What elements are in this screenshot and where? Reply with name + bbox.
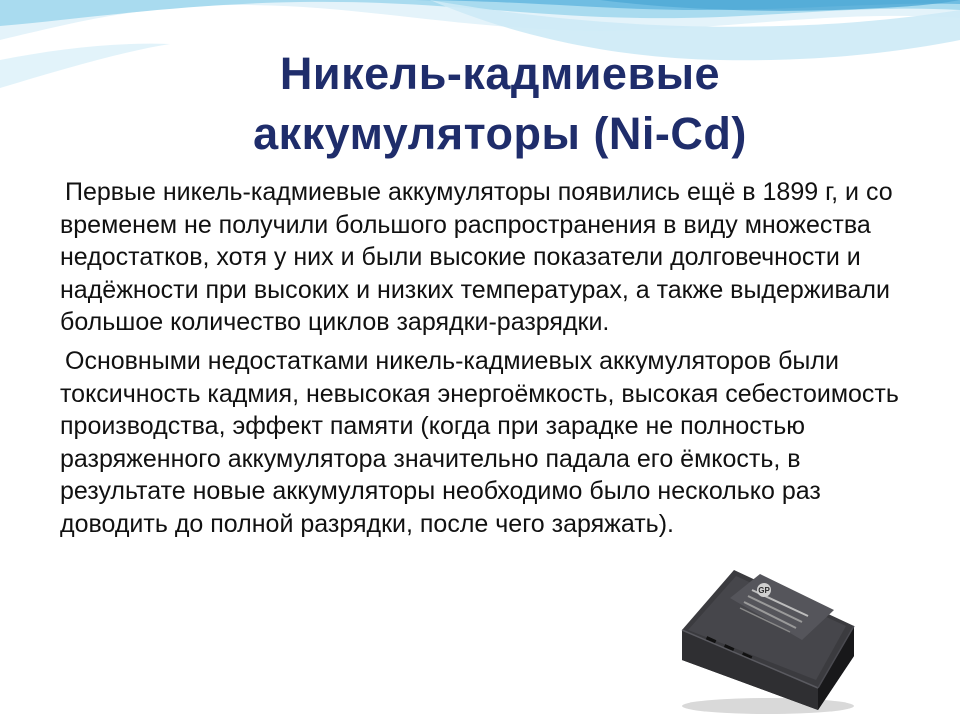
body-text [60,176,920,547]
battery-logo: GP [758,586,770,595]
title-line-2: аккумуляторы (Ni-Cd) [253,108,747,159]
paragraph-history: Первые никель-кадмиевые аккумуляторы появились ещё в 1899 г, и со временем не получили большого распространения в виду множества недостатков, хотя у них и были высокие показатели долговечности и надёжности при высоких и низких температурах, а также выдерживали большое количество циклов зарядки-разрядки. [60,178,893,337]
nicd-battery-image [668,560,864,716]
slide-title [80,44,920,164]
paragraph-drawbacks: Основными недостатками никель-кадмиевых аккумуляторов были токсичность кадмия, невысокая энергоёмкость, высокая себестоимость производства, эффект памяти (когда при зарадке не полностью разряженного аккумулятора значительно падала его ёмкость, в результате новые аккумуляторы необходимо было несколько раз доводить до полной разрядки, после чего заряжать). [60,346,899,538]
title-line-1: Никель-кадмиевые [279,48,721,99]
